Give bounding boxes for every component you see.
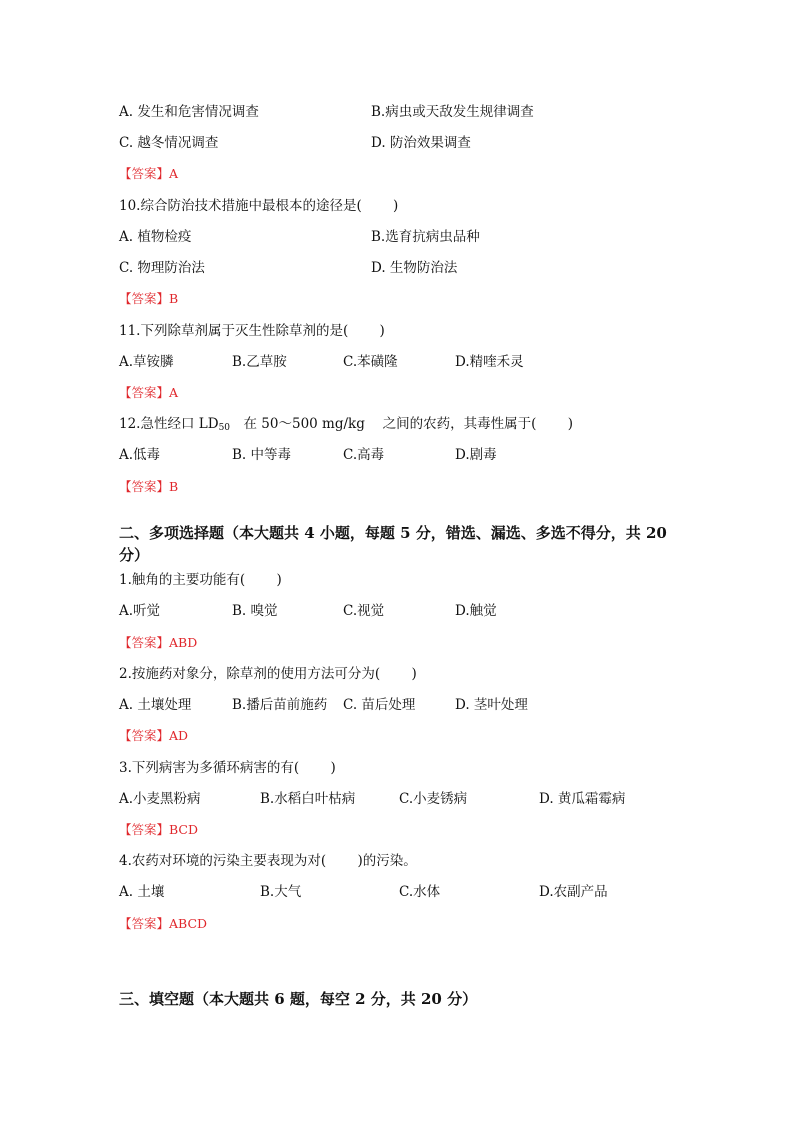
s2-q3-option-a: A.小麦黑粉病 (119, 791, 201, 807)
q9-answer: 【答案】A (119, 166, 179, 181)
q10-question: 10.综合防治技术措施中最根本的途径是( ) (119, 198, 399, 214)
section2-heading: 二、多项选择题（本大题共 4 小题，每题 5 分，错选、漏选、多选不得分，共 20 分） (119, 524, 667, 564)
s2-q3-option-d: D. 黄瓜霜霉病 (539, 791, 626, 807)
q10-option-b: B.选育抗病虫品种 (371, 229, 480, 245)
q12-option-b: B. 中等毒 (232, 447, 292, 463)
s2-q4-option-d: D.农副产品 (539, 884, 608, 900)
s2-q4-option-c: C.水体 (399, 884, 441, 900)
s2-q1-option-b: B. 嗅觉 (232, 603, 278, 619)
s2-q3-option-c: C.小麦锈病 (399, 791, 468, 807)
q12-question-subscript: 50 (218, 423, 231, 433)
s2-q2-question: 2.按施药对象分，除草剂的使用方法可分为( ) (119, 666, 417, 682)
q9-option-d: D. 防治效果调查 (371, 135, 471, 151)
s2-q2-option-a: A. 土壤处理 (119, 697, 192, 713)
s2-q2-option-c: C. 苗后处理 (343, 697, 416, 713)
q10-option-a: A. 植物检疫 (119, 229, 192, 245)
s2-q4-option-b: B.大气 (260, 884, 302, 900)
q9-option-c: C. 越冬情况调查 (119, 135, 219, 151)
s2-q1-option-d: D.触觉 (455, 603, 497, 619)
s2-q1-question: 1.触角的主要功能有( ) (119, 572, 282, 588)
q9-option-b: B.病虫或天敌发生规律调查 (371, 104, 534, 120)
q10-option-d: D. 生物防治法 (371, 260, 458, 276)
q12-option-c: C.高毒 (343, 447, 385, 463)
q12-option-d: D.剧毒 (455, 447, 497, 463)
s2-q1-option-c: C.视觉 (343, 603, 385, 619)
s2-q2-option-b: B.播后苗前施药 (232, 697, 328, 713)
q11-answer: 【答案】A (119, 385, 179, 400)
q12-option-a: A.低毒 (119, 447, 161, 463)
q11-option-c: C.苯磺隆 (343, 354, 398, 370)
s2-q1-option-a: A.听觉 (119, 603, 161, 619)
s2-q3-answer: 【答案】BCD (119, 822, 199, 837)
s2-q3-question: 3.下列病害为多循环病害的有( ) (119, 760, 336, 776)
q11-question: 11.下列除草剂属于灭生性除草剂的是( ) (119, 323, 385, 339)
q12-question-pre: 12.急性经口 LD (119, 416, 219, 432)
s2-q1-answer: 【答案】ABD (119, 635, 198, 650)
section3-heading: 三、填空题（本大题共 6 题，每空 2 分，共 20 分） (119, 990, 478, 1008)
q10-answer: 【答案】B (119, 291, 179, 306)
q11-option-b: B.乙草胺 (232, 354, 287, 370)
q12-answer: 【答案】B (119, 479, 179, 494)
q12-question (119, 415, 573, 437)
q10-option-c: C. 物理防治法 (119, 260, 205, 276)
q11-option-d: D.精喹禾灵 (455, 354, 524, 370)
s2-q2-answer: 【答案】AD (119, 728, 189, 743)
s2-q3-option-b: B.水稻白叶枯病 (260, 791, 356, 807)
s2-q2-option-d: D. 茎叶处理 (455, 697, 528, 713)
q12-question-post: 在 50～500 mg/kg 之间的农药，其毒性属于( ) (230, 416, 573, 432)
q9-option-a: A. 发生和危害情况调查 (119, 104, 259, 120)
q11-option-a: A.草铵膦 (119, 354, 174, 370)
s2-q4-option-a: A. 土壤 (119, 884, 165, 900)
s2-q4-answer: 【答案】ABCD (119, 916, 208, 931)
s2-q4-question: 4.农药对环境的污染主要表现为对( )的污染。 (119, 853, 417, 869)
